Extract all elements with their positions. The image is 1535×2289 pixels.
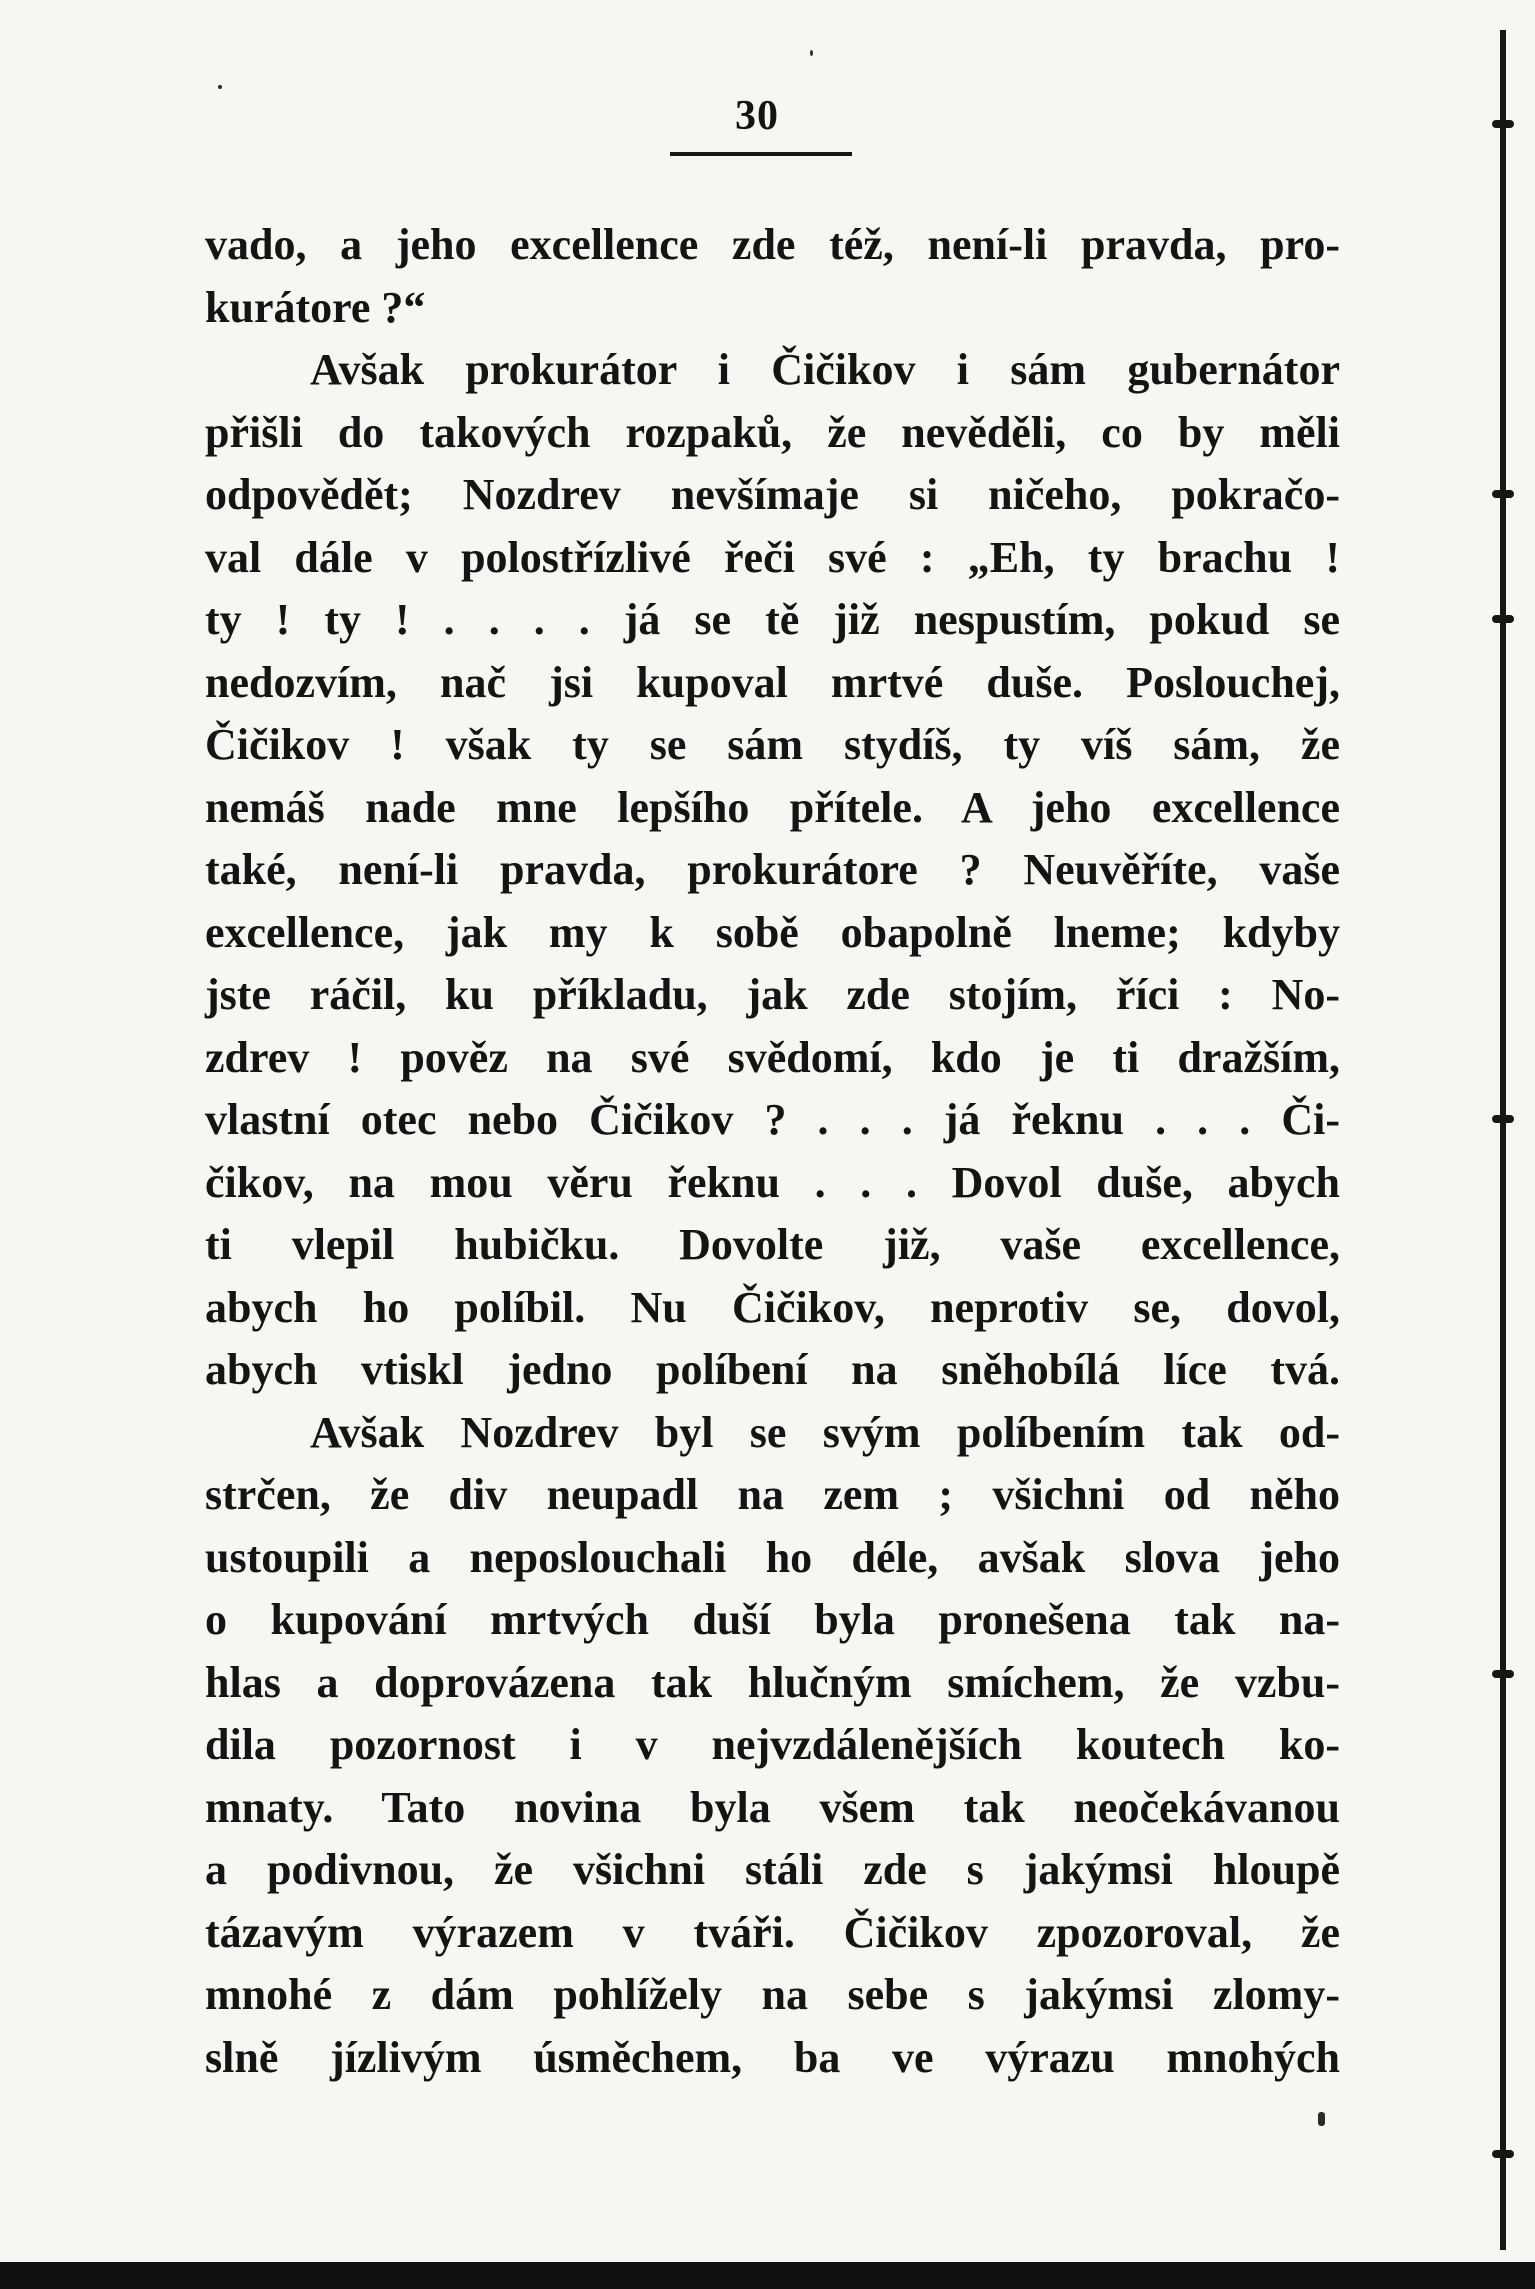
text-line: vado, a jeho excellence zde též, není-li pravda, pro- (205, 220, 1340, 269)
text-line: mnohé z dám pohlížely na sebe s jakýmsi zlomy- (205, 1970, 1340, 2019)
text-line: čikov, na mou věru řeknu . . . Dovol duše, abych (205, 1157, 1340, 1207)
body-text (205, 214, 1340, 2089)
text-line: ti vlepil hubičku. Dovolte již, vaše excellence, (205, 1220, 1340, 1269)
binding-mark (1492, 2150, 1514, 2158)
binding-mark (1492, 120, 1514, 128)
text-line: dila pozornost i v nejvzdálenějších koutech ko- (205, 1720, 1340, 1769)
page-number: 30 (735, 93, 779, 139)
text-line: excellence, jak my k sobě obapolně lneme; kdyby (205, 907, 1340, 957)
binding-mark (1492, 1115, 1514, 1123)
text-line: strčen, že div neupadl na zem ; všichni od něho (205, 1470, 1340, 1519)
text-line: abych ho políbil. Nu Čičikov, neprotiv se, dovol, (205, 1282, 1340, 1332)
text-line: přišli do takových rozpaků, že nevěděli, co by měli (205, 407, 1340, 457)
binding-mark (1492, 490, 1514, 498)
text-line: odpovědět; Nozdrev nevšímaje si ničeho, pokračo- (205, 470, 1340, 519)
text-line: kurátore ?“ (205, 282, 426, 332)
text-line: nedozvím, nač jsi kupoval mrtvé duše. Poslouchej, (205, 657, 1340, 707)
text-line: a podivnou, že všichni stáli zde s jakýmsi hloupě (205, 1845, 1340, 1894)
text-line: tázavým výrazem v tváři. Čičikov zpozoroval, že (205, 1907, 1340, 1957)
text-line: nemáš nade mne lepšího přítele. A jeho excellence (205, 782, 1340, 832)
text-line: Avšak prokurátor i Čičikov i sám gubernátor (310, 345, 1340, 394)
page-number-rule (670, 152, 852, 156)
text-line: slně jízlivým úsměchem, ba ve výrazu mnohých (205, 2032, 1340, 2082)
text-line: mnaty. Tato novina byla všem tak neočekávanou (205, 1782, 1340, 1832)
page-right-edge (1490, 0, 1535, 2289)
text-line: vlastní otec nebo Čičikov ? . . . já řeknu . . . Či- (205, 1095, 1340, 1144)
text-line: zdrev ! pověz na své svědomí, kdo je ti dražším, (205, 1032, 1340, 1082)
binding-line (1500, 30, 1506, 2250)
text-line: abych vtiskl jedno políbení na sněhobílá líce tvá. (205, 1345, 1340, 1394)
text-line: hlas a doprovázena tak hlučným smíchem, že vzbu- (205, 1657, 1340, 1707)
print-speck (810, 50, 813, 56)
text-line: ty ! ty ! . . . . já se tě již nespustím, pokud se (205, 595, 1340, 644)
print-speck (1318, 2112, 1325, 2126)
text-line: val dále v polostřízlivé řeči své : „Eh, ty brachu ! (205, 532, 1340, 582)
text-line: jste ráčil, ku příkladu, jak zde stojím, říci : No- (205, 970, 1340, 1019)
text-line: Čičikov ! však ty se sám stydíš, ty víš sám, že (205, 720, 1340, 769)
binding-mark (1492, 1670, 1514, 1678)
scan-bottom-edge (0, 2262, 1535, 2289)
text-line: Avšak Nozdrev byl se svým políbením tak od- (310, 1407, 1340, 1457)
text-line: ustoupili a neposlouchali ho déle, avšak slova jeho (205, 1532, 1340, 1582)
print-speck (218, 85, 222, 89)
text-line: o kupování mrtvých duší byla pronešena tak na- (205, 1595, 1340, 1644)
binding-mark (1492, 615, 1514, 623)
text-line: také, není-li pravda, prokurátore ? Neuvěříte, vaše (205, 845, 1340, 894)
